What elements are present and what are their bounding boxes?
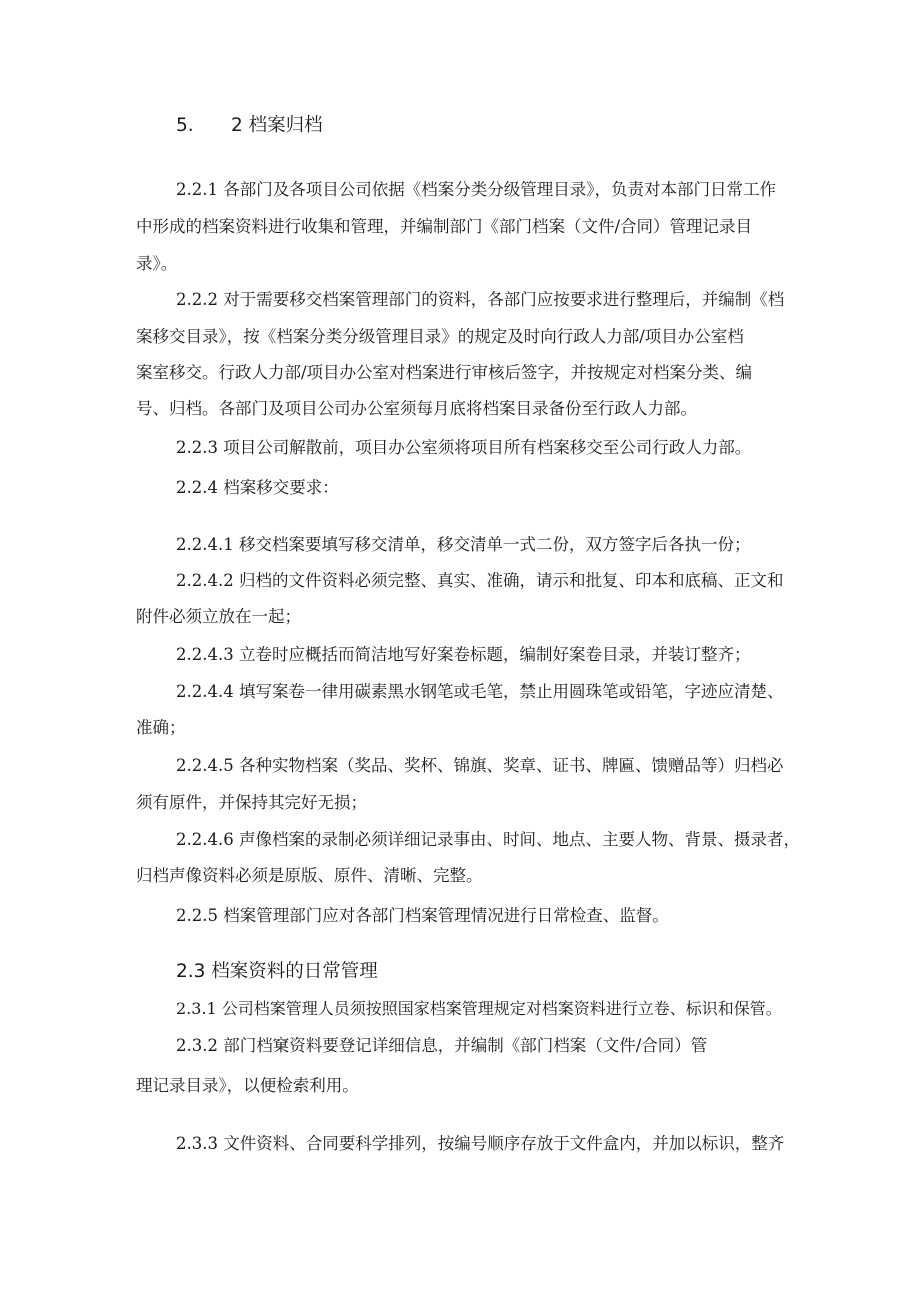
text-line: 2.2.4.6 声像档案的录制必须详细记录事由、时间、地点、主要人物、背景、摄录者，	[176, 830, 800, 849]
section-title: 2 档案归档	[231, 115, 323, 136]
text-line: 2.2.1 各部门及各项目公司依据《档案分类分级管理目录》，负责对本部门日常工作	[176, 180, 776, 199]
subsection-title: 2.3 档案资料的日常管理	[176, 961, 378, 982]
text-line: 中形成的档案资料进行收集和管理，并编制部门《部门档案（文件/合同）管理记录目	[136, 217, 753, 236]
section-number: 5.	[176, 115, 194, 136]
paragraph-2-2-5: 2.2.5 档案管理部门应对各部门档案管理情况进行日常检查、监督。	[176, 906, 669, 925]
paragraph-2-3-3: 2.3.3 文件资料、合同要科学排列，按编号顺序存放于文件盒内，并加以标识，整齐	[176, 1134, 785, 1153]
text-line: 2.2.4.5 各种实物档案（奖品、奖杯、锦旗、奖章、证书、牌匾、馈赠品等）归档必	[176, 756, 784, 775]
text-line: 录》。	[136, 254, 178, 273]
text-line: 2.3.2 部门档窠资料要登记详细信息，并编制《部门档案（文件/合同）管	[176, 1036, 708, 1055]
paragraph-2-2-4-1: 2.2.4.1 移交档案要填写移交清单，移交清单一式二份，双方签字后各执一份；	[176, 535, 751, 554]
paragraph-2-2-4-3: 2.2.4.3 立卷时应概括而简洁地写好案卷标题，编制好案卷目录，并装订整齐；	[176, 645, 751, 664]
paragraph-2-2-3: 2.2.3 项目公司解散前，项目办公室须将项目所有档案移交至公司行政人力部。	[176, 438, 752, 457]
text-line: 2.2.4.4 填写案卷一律用碳素黑水钢笔或毛笔，禁止用圆珠笔或铅笔，字迹应清楚、	[176, 682, 784, 701]
text-line: 案移交目录》，按《档案分类分级管理目录》的规定及时向行政人力部/项目办公室档	[136, 327, 744, 346]
text-line: 号、归档。各部门及项目公司办公室须每月底将档案目录备份至行政人力部。	[136, 399, 697, 418]
text-line: 案室移交。行政人力部/项目办公室对档案进行审核后签字，并按规定对档案分类、编	[136, 363, 753, 382]
paragraph-2-2-4: 2.2.4 档案移交要求：	[176, 478, 339, 497]
text-line: 理记录目录》，以便检索利用。	[136, 1076, 359, 1095]
text-line: 准确；	[136, 718, 186, 737]
text-line: 2.2.4.2 归档的文件资料必须完整、真实、准确，请示和批复、印本和底稿、正文和	[176, 571, 784, 590]
text-line: 须有原件，并保持其完好无损；	[136, 793, 367, 812]
paragraph-2-3-1: 2.3.1 公司档案管理人员须按照国家档案管理规定对档案资料进行立卷、标识和保管。	[176, 999, 782, 1018]
text-line: 2.2.2 对于需要移交档案管理部门的资料，各部门应按要求进行整理后，并编制《档	[176, 290, 785, 309]
text-line: 归档声像资料必须是原版、原件、清晰、完整。	[136, 866, 483, 885]
text-line: 附件必须立放在一起；	[136, 607, 301, 626]
